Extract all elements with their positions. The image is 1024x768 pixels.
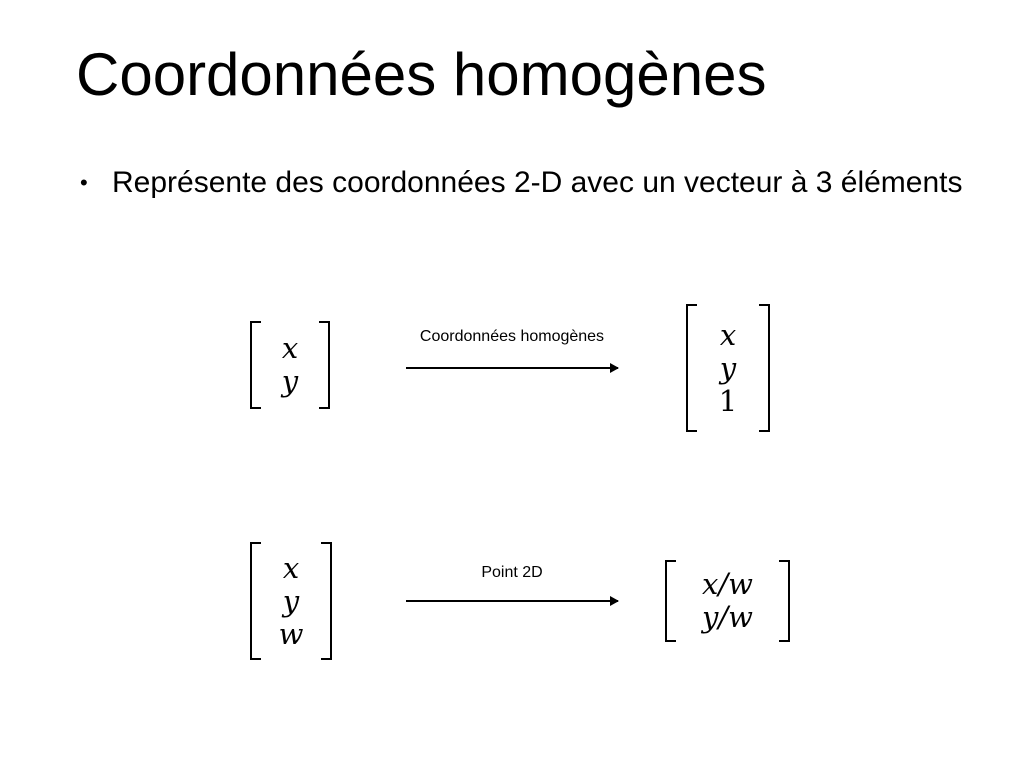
arrow-label: Coordonnées homogènes	[419, 328, 605, 345]
matrix-cells	[665, 560, 790, 642]
matrix-2d-point	[250, 321, 330, 409]
arrow-label: Point 2D	[481, 564, 543, 581]
matrix-cells	[250, 321, 330, 409]
matrix-2d-point	[665, 560, 790, 642]
matrix-cell: x/w	[702, 567, 753, 601]
matrix-cell: y	[282, 583, 300, 618]
page-title: Coordonnées homogènes	[76, 41, 767, 108]
matrix-cells	[250, 542, 332, 660]
matrix-homogeneous	[250, 542, 332, 660]
right-arrow	[406, 600, 618, 602]
matrix-cells	[686, 304, 770, 432]
matrix-cell: y/w	[702, 600, 753, 634]
matrix-cell: 1	[718, 383, 738, 418]
matrix-cell: y	[281, 364, 299, 398]
bullet-marker: •	[80, 170, 88, 195]
matrix-cell: x	[282, 550, 300, 585]
right-arrow	[406, 367, 618, 369]
matrix-cell: x	[719, 317, 737, 352]
matrix-cell: w	[278, 616, 304, 651]
matrix-cell: y	[719, 350, 737, 385]
matrix-cell: x	[281, 331, 299, 365]
matrix-homogeneous	[686, 304, 770, 432]
bullet-text: Représente des coordonnées 2-D avec un vecteur à 3 éléments	[112, 166, 963, 199]
